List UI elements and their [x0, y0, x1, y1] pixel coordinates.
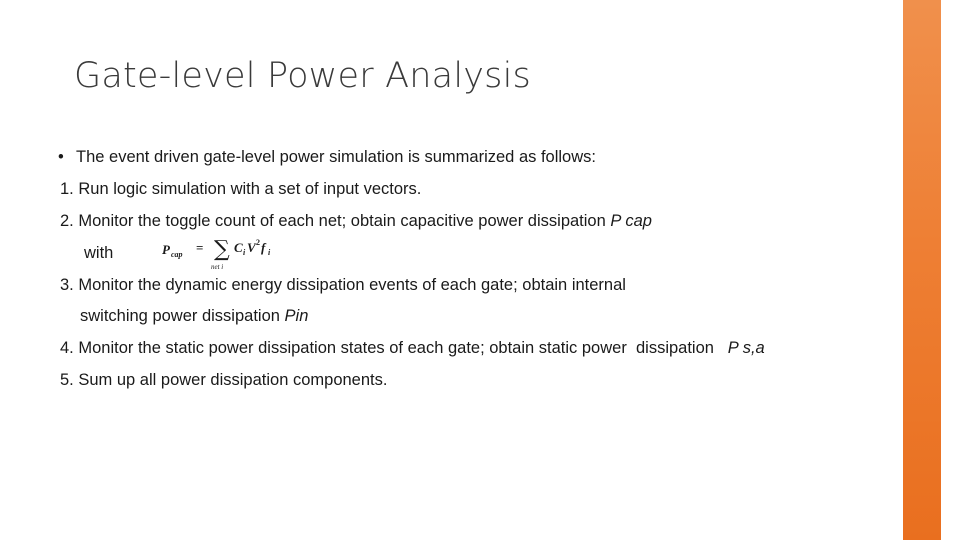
bullet-icon: • [58, 148, 64, 166]
line-text: The event driven gate-level power simulation is summarized as follows: [76, 148, 596, 166]
line-italic: P s,a [727, 339, 765, 357]
formula-term-c-sub: i [243, 248, 246, 257]
formula-sigma-sub: net i [211, 263, 224, 271]
step-4 [60, 339, 765, 358]
formula-term-f-sub: i [268, 248, 271, 257]
formula-equals: = [196, 240, 204, 255]
step-2 [60, 212, 652, 231]
bullet-intro [58, 148, 596, 167]
step-2-continuation [84, 244, 113, 263]
pcap-formula [162, 232, 282, 272]
line-text: Monitor the toggle count of each net; obtain capacitive power dissipation [78, 212, 611, 230]
step-number: 3. [60, 276, 74, 294]
formula-sigma: ∑ [214, 237, 230, 262]
slide-title: Gate-level Power Analysis [74, 56, 531, 96]
formula-term-c: C [234, 240, 243, 255]
line-text: Run logic simulation with a set of input vectors. [78, 180, 422, 198]
step-3-continuation [80, 307, 308, 326]
formula-lhs-base: P [162, 242, 170, 257]
accent-bar [903, 0, 941, 540]
step-5 [60, 371, 387, 390]
step-number: 5. [60, 371, 74, 389]
formula-lhs-sub: cap [171, 250, 183, 259]
line-text: switching power dissipation [80, 307, 285, 325]
step-3 [60, 276, 626, 295]
line-italic: P cap [610, 212, 652, 230]
line-text: Monitor the dynamic energy dissipation events of each gate; obtain internal [78, 276, 626, 294]
step-1 [60, 180, 421, 199]
line-text: Monitor the static power dissipation states of each gate; obtain static power dissipation [78, 339, 728, 357]
line-text: Sum up all power dissipation components. [78, 371, 388, 389]
formula-term-v: V [247, 240, 256, 255]
line-italic: Pin [284, 307, 309, 325]
formula-graphic [162, 232, 282, 272]
formula-term-v-sup: 2 [256, 238, 260, 247]
step-number: 2. [60, 212, 74, 230]
line-text: with [84, 244, 114, 262]
step-number: 1. [60, 180, 74, 198]
formula-term-f: f [261, 240, 266, 255]
step-number: 4. [60, 339, 74, 357]
